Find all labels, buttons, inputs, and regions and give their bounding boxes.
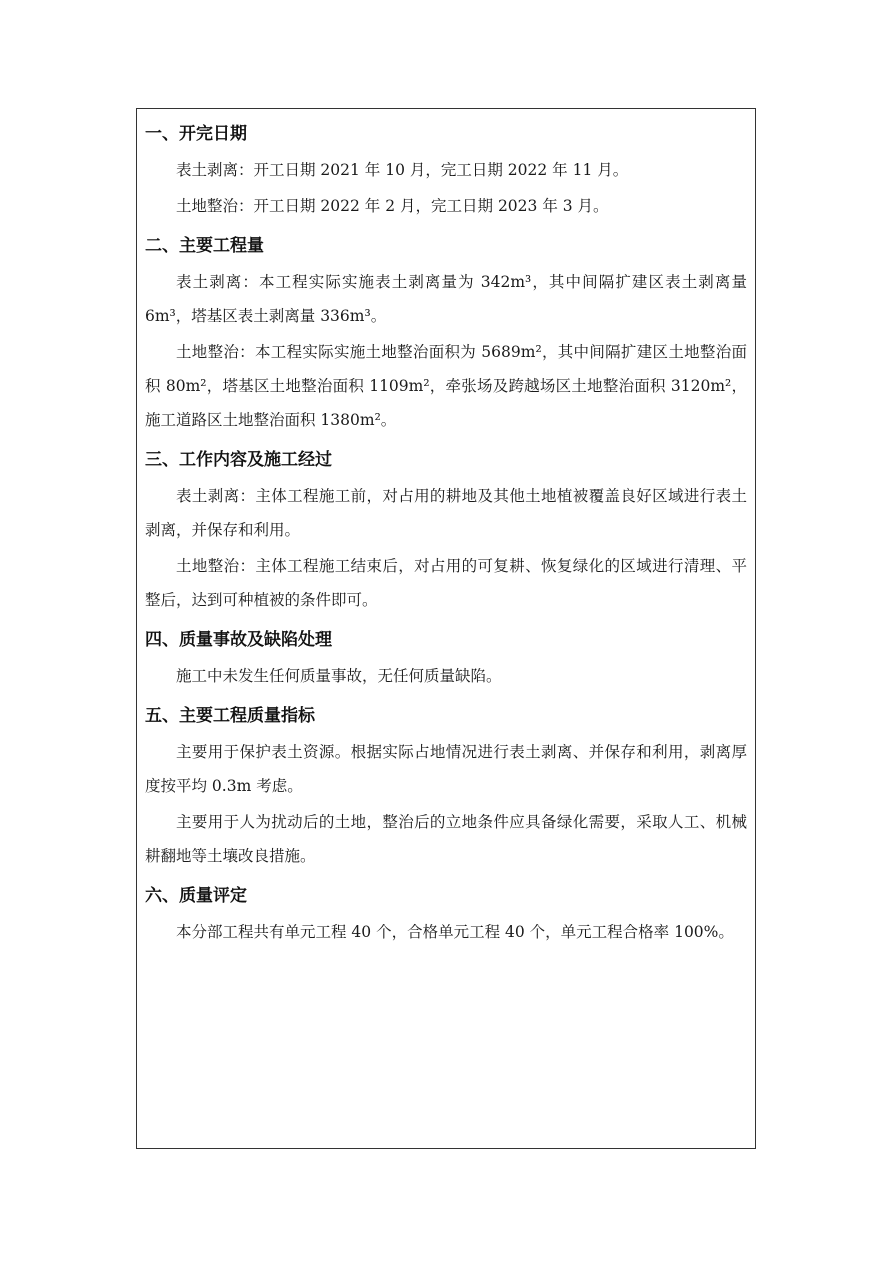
section-paragraph: 表土剥离：主体工程施工前，对占用的耕地及其他土地植被覆盖良好区域进行表土剥离，并保存和利用。 bbox=[145, 487, 747, 539]
section-dates bbox=[145, 119, 747, 223]
section-quality-indicators bbox=[145, 701, 747, 873]
section-heading: 二、主要工程量 bbox=[145, 236, 264, 256]
section-heading: 三、工作内容及施工经过 bbox=[145, 450, 332, 470]
section-quality-assessment bbox=[145, 881, 747, 949]
section-quantities bbox=[145, 231, 747, 437]
section-quality-defects bbox=[145, 625, 747, 693]
report-frame bbox=[136, 108, 756, 1149]
section-paragraph: 主要用于保护表土资源。根据实际占地情况进行表土剥离、并保存和利用，剥离厚度按平均 0.3m 考虑。 bbox=[145, 743, 747, 795]
section-paragraph: 表土剥离：开工日期 2021 年 10 月，完工日期 2022 年 11 月。 bbox=[176, 161, 629, 179]
section-heading: 一、开完日期 bbox=[145, 124, 247, 144]
section-paragraph: 土地整治：本工程实际实施土地整治面积为 5689m²，其中间隔扩建区土地整治面积 80m²，塔基区土地整治面积 1109m²，牵张场及跨越场区土地整治面积 3120m²，施工道路区土地整治面积 1380m²。 bbox=[145, 343, 747, 429]
section-paragraph: 土地整治：主体工程施工结束后，对占用的可复耕、恢复绿化的区域进行清理、平整后，达到可种植被的条件即可。 bbox=[145, 557, 747, 609]
section-work-content bbox=[145, 445, 747, 617]
section-paragraph: 土地整治：开工日期 2022 年 2 月，完工日期 2023 年 3 月。 bbox=[176, 197, 609, 215]
section-heading: 六、质量评定 bbox=[145, 886, 247, 906]
section-paragraph: 施工中未发生任何质量事故，无任何质量缺陷。 bbox=[176, 667, 502, 685]
section-paragraph: 主要用于人为扰动后的土地，整治后的立地条件应具备绿化需要，采取人工、机械耕翻地等土壤改良措施。 bbox=[145, 813, 747, 865]
report-content bbox=[145, 119, 747, 957]
section-paragraph: 表土剥离：本工程实际实施表土剥离量为 342m³，其中间隔扩建区表土剥离量 6m³，塔基区表土剥离量 336m³。 bbox=[145, 273, 747, 325]
section-paragraph: 本分部工程共有单元工程 40 个，合格单元工程 40 个，单元工程合格率 100%。 bbox=[176, 923, 734, 941]
section-heading: 四、质量事故及缺陷处理 bbox=[145, 630, 332, 650]
section-heading: 五、主要工程质量指标 bbox=[145, 706, 315, 726]
